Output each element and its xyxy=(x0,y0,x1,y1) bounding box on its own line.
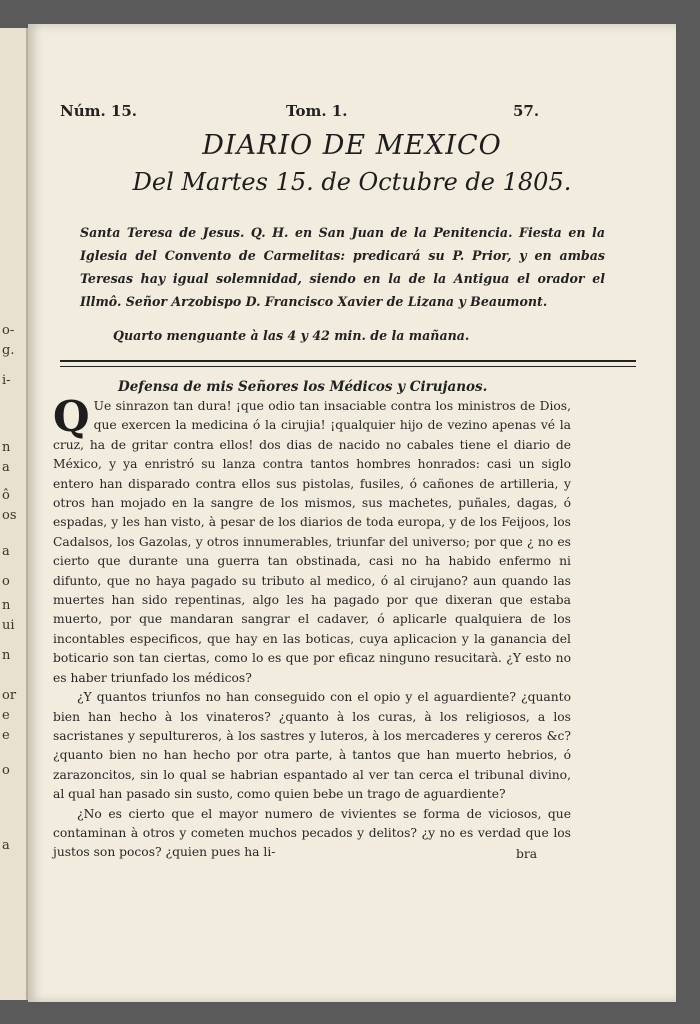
paragraph-2: ¿Y quantos triunfos no han conseguido con el opio y el aguardiente? ¿quanto bien han hecho à los vinateros? ¿quanto à los curas, à los religiosos, a los sacristanes y sepultureros, à los sastres y luteros, à los mercaderes y cereros &c? ¿quanto bien no han hecho por otra parte, à tantos que han muerto hebrios, ó zarazoncitos, sin lo qual se habrian espantado al ver tan cerca el tribunal divino, al qual han pasado sin susto, como quien bebe un trago de aguardiente? xyxy=(53,690,571,802)
left-page-fragment: g. xyxy=(2,343,15,358)
left-page-fragment: ô xyxy=(2,488,10,503)
article-title: Defensa de mis Señores los Médicos y Cirujanos. xyxy=(118,379,488,395)
left-page-fragment: n xyxy=(2,648,11,663)
page-number: 57. xyxy=(513,102,540,120)
newspaper-title: DIARIO DE MEXICO xyxy=(202,130,502,161)
newspaper-page xyxy=(28,24,676,1002)
left-page-fragment: i- xyxy=(2,373,11,388)
drop-cap: Q xyxy=(53,392,90,441)
issue-date: Del Martes 15. de Octubre de 1805. xyxy=(132,168,572,196)
left-page-fragment: o xyxy=(2,763,10,778)
left-page-fragment: a xyxy=(2,460,10,475)
section-divider xyxy=(60,360,636,367)
paragraph-1-text: Ue sinrazon tan dura! ¡que odio tan insaciable contra los ministros de Dios, que exercen la medicina ó la cirujia! ¡qualquier hijo de vezino apenas vé la cruz, ha de gritar contra ellos! dos dias de nacido no cabales tiene el diario de México, y ya enristró su lanza contra tantos hombres honrados: casi un siglo entero han disparado contra ellos sus pistolas, fusiles, ó cañones de artilleria, y otros han mojado en la sangre de los mismos, sus machetes, puñales, dagas, ó espadas, y les han visto, à pesar de los diarios de toda europa, y de los Feijoos, los Cadalsos, los Gazolas, y otros innumerables, triunfar del universo; por que ¿ no es cierto que durante una guerra tan obstinada, casi no ha habido enfermo ni difunto, que no haya pagado su tributo al medico, ó al cirujano? aun quando las muertes han sido repentinas, algo les ha pagado por que dixeran que estaba muerto, por que mandaran sangrar el cadaver, ó aplicarle qualquiera de los incontables especificos, que hay en las boticas, cuya aplicacion y la ganancia del boticario son tan ciertas, como lo es que por eficaz ninguno resucitarà. ¿Y esto no es haber triunfado los médicos? xyxy=(53,399,571,685)
article-body xyxy=(53,392,571,863)
paragraph-3: ¿No es cierto que el mayor numero de vivientes se forma de viciosos, que contaminan à otros y cometen muchos pecados y delitos? ¿y no es verdad que los justos son pocos? ¿quien pues ha li- xyxy=(53,806,571,860)
left-page-fragment: a xyxy=(2,838,10,853)
volume-number: Tom. 1. xyxy=(286,102,348,120)
issue-number: Núm. 15. xyxy=(60,102,138,120)
left-page-fragment: o- xyxy=(2,323,15,338)
moon-phase: Quarto menguante à las 4 y 42 min. de la mañana. xyxy=(113,328,470,343)
paragraph-1 xyxy=(53,392,571,688)
left-page-fragment: n xyxy=(2,598,11,613)
left-page-fragment: ui xyxy=(2,618,15,633)
left-page-fragment: e xyxy=(2,728,10,743)
left-page-fragment: os xyxy=(2,508,17,523)
left-page-fragment: a xyxy=(2,544,10,559)
left-page-fragment: n xyxy=(2,440,11,455)
left-page-fragment: or xyxy=(2,688,17,703)
catchword: bra xyxy=(516,847,538,861)
left-page-edge xyxy=(0,28,28,1000)
religious-notice: Santa Teresa de Jesus. Q. H. en San Juan de la Penitencia. Fiesta en la Iglesia del Convento de Carmelitas: predicará su P. Prior, y en ambas Teresas hay igual solemnidad, siendo en la de la Antigua el orador el Illmô. Señor Arzobispo D. Francisco Xavier de Lizana y Beaumont. xyxy=(80,225,605,309)
left-page-fragment: o xyxy=(2,574,10,589)
left-page-fragment: e xyxy=(2,708,10,723)
